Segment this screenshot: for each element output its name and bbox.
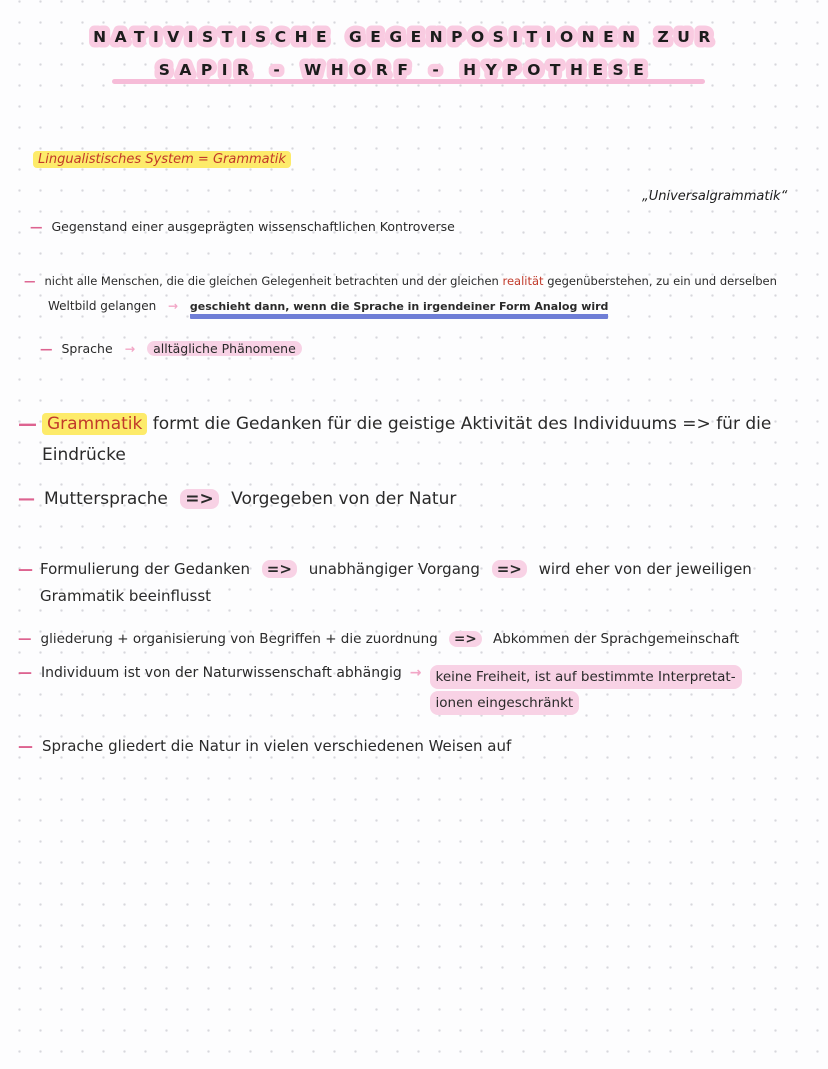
page-title [0,6,828,84]
bullet-text-post: Vorgegeben von der Natur [231,489,457,509]
bullet-text-weltbild: Weltbild gelangen [48,299,157,313]
highlight-interpretationen [430,665,762,717]
title-line1: NATIVISTISCHE GEGENPOSITIONEN ZUR [93,28,719,46]
pink-pill-arrow: => [492,560,527,578]
heading-highlight-text: Lingualistisches System = Grammatik [33,151,291,168]
bullet-text-mid: unabhängiger Vorgang [308,560,480,578]
bullet-text-post: wird eher von der jeweiligen Grammatik beeinflusst [40,560,752,605]
pink-arrow-icon: → [409,665,422,681]
bullet-dash: — [40,341,53,356]
yellow-highlight-grammatik: Grammatik [42,413,147,435]
bullet-sprache-gliedert [18,737,511,755]
bullet-weltbild-line1 [24,274,777,288]
bullet-text-sprache: Sprache [61,341,113,356]
pink-arrow-icon: → [124,341,136,356]
bullet-dash: — [18,560,33,578]
heading-linguistisches-system [33,152,291,167]
bullet-dash: — [18,737,33,755]
bullet-dash: — [24,274,36,288]
bullet-dash: — [18,665,32,681]
pink-highlight-line2: ionen eingeschränkt [430,691,580,715]
bullet-dash: — [18,489,35,509]
title-line2: SAPIR - WHORF - HYPOTHESE [158,61,654,79]
bullet-grammatik-formt [18,409,818,471]
bullet-text-pre: Individuum ist von der Naturwissenschaft abhängig [41,665,402,681]
bullet-text: Sprache gliedert die Natur in vielen verschiedenen Weisen auf [42,737,512,755]
side-note-universalgrammatik: „Universalgrammatik“ [642,189,788,204]
title-underline [112,79,705,84]
bullet-formulierung [18,556,826,610]
bullet-dash: — [18,413,37,435]
red-word-realitaet: realität [502,274,544,288]
bullet-text-pre: nicht alle Menschen, die die gleichen Gelegenheit betrachten und der gleichen [44,274,499,288]
bullet-text-pre: Muttersprache [44,489,168,509]
bullet-text-pre: Formulierung der Gedanken [40,560,250,578]
pink-pill-arrow: => [262,560,297,578]
bullet-text-rest: formt die Gedanken für die geistige Aktivität des Individuums => für die Eindrücke [42,414,772,465]
bullet-individuum [18,665,762,717]
pink-arrow-icon: → [168,299,179,313]
bullet-kontroverse [30,219,455,234]
bullet-muttersprache [18,489,456,509]
pink-highlighted-phrase: alltägliche Phänomene [147,341,302,356]
bullet-text-post: gegenüberstehen, zu ein und derselben [547,274,777,288]
bullet-sprache-phaenomene [40,341,302,356]
bullet-dash: — [18,631,32,647]
bullet-text: Gegenstand einer ausgeprägten wissenschaftlichen Kontroverse [51,219,455,234]
pink-pill-arrow: => [180,489,219,509]
bullet-weltbild-line2 [48,299,608,319]
bullet-text-pre: gliederung + organisierung von Begriffen + die zuordnung [40,631,438,647]
pink-pill-arrow: => [449,631,482,647]
bullet-gliederung [18,631,739,647]
bullet-text-post: Abkommen der Sprachgemeinschaft [492,631,740,647]
pink-highlight-line1: keine Freiheit, ist auf bestimmte Interpretat- [430,665,742,689]
blue-underlined-phrase: geschieht dann, wenn die Sprache in irgendeiner Form Analog wird [190,300,609,319]
bullet-dash: — [30,219,43,234]
